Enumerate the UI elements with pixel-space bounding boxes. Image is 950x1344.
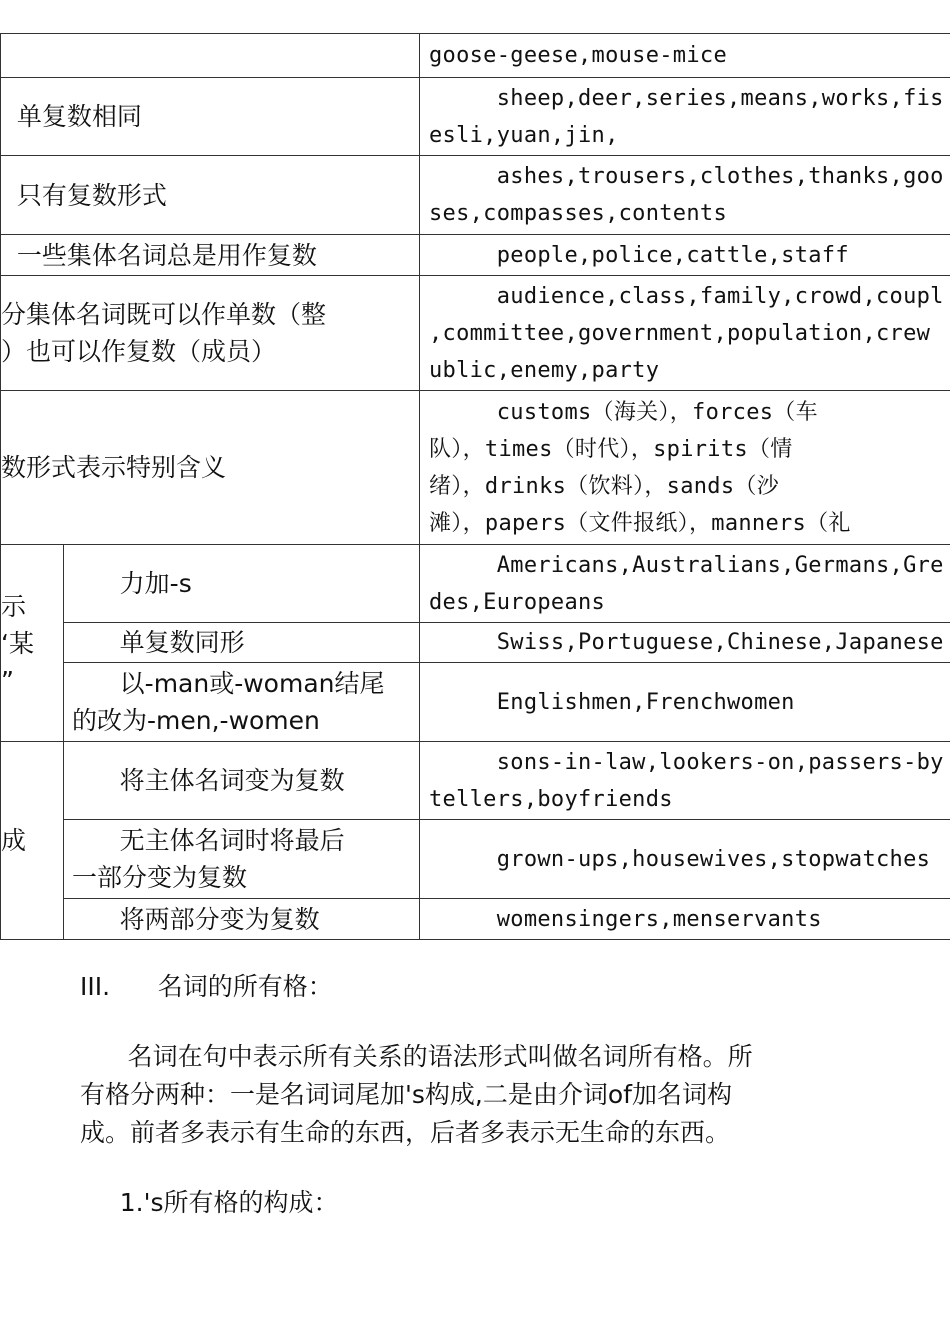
category-cell: 分集体名词既可以作单数（整 ）也可以作复数（成员） xyxy=(1,276,420,391)
example-cell: Englishmen,Frenchwomen xyxy=(420,663,950,742)
category-cell: 一些集体名词总是用作复数 xyxy=(1,235,420,276)
category-cell xyxy=(1,34,420,78)
subheading: 1.'s所有格的构成： xyxy=(80,1188,339,1217)
subcategory-cell: 以-man或-woman结尾 的改为-men,-women xyxy=(64,663,420,742)
category-cell: 数形式表示特别含义 xyxy=(1,391,420,545)
example-cell: customs（海关），forces（车 队），times（时代），spirits（情 绪），drinks（饮料），sands（沙 滩），papers（文件报纸），manners（礼 xyxy=(420,391,950,545)
table-row xyxy=(1,663,950,742)
example-cell: audience,class,family,crowd,coupl ,committee,government,population,crew ublic,enemy,party xyxy=(420,276,950,391)
subcategory-cell: 单复数同形 xyxy=(64,623,420,663)
table-row xyxy=(1,78,950,156)
plural-forms-table xyxy=(0,33,950,940)
example-cell: grown-ups,housewives,stopwatches xyxy=(420,820,950,899)
subcategory-cell: 无主体名词时将最后 一部分变为复数 xyxy=(64,820,420,899)
example-cell: goose-geese,mouse-mice xyxy=(420,34,950,78)
example-cell: Swiss,Portuguese,Chinese,Japanese xyxy=(420,623,950,663)
table-row xyxy=(1,899,950,940)
example-cell: womensingers,menservants xyxy=(420,899,950,940)
table-row xyxy=(1,276,950,391)
example-cell: sheep,deer,series,means,works,fis esli,yuan,jin, xyxy=(420,78,950,156)
subcategory-cell: 将两部分变为复数 xyxy=(64,899,420,940)
table-row xyxy=(1,391,950,545)
table-row xyxy=(1,34,950,78)
group-label-cell: 成 xyxy=(1,742,64,940)
body-paragraph: 名词在句中表示所有关系的语法形式叫做名词所有格。所 有格分两种：一是名词词尾加's构成,二是由介词of加名词构 成。前者多表示有生命的东西，后者多表示无生命的东西。 xyxy=(80,1042,753,1147)
example-cell: people,police,cattle,staff xyxy=(420,235,950,276)
category-cell: 单复数相同 xyxy=(1,78,420,156)
example-cell: sons-in-law,lookers-on,passers-by tellers,boyfriends xyxy=(420,742,950,820)
category-cell: 只有复数形式 xyxy=(1,156,420,235)
table-row xyxy=(1,742,950,820)
table-row xyxy=(1,156,950,235)
table-row xyxy=(1,820,950,899)
section-heading: III. 名词的所有格： xyxy=(80,972,333,1001)
example-cell: Americans,Australians,Germans,Gre des,Europeans xyxy=(420,545,950,623)
table-row xyxy=(1,545,950,623)
table-row xyxy=(1,623,950,663)
table-row xyxy=(1,235,950,276)
group-label-cell: 示 ‘某 ” xyxy=(1,545,64,742)
subcategory-cell: 力加-s xyxy=(64,545,420,623)
example-cell: ashes,trousers,clothes,thanks,goo ses,compasses,contents xyxy=(420,156,950,235)
subcategory-cell: 将主体名词变为复数 xyxy=(64,742,420,820)
